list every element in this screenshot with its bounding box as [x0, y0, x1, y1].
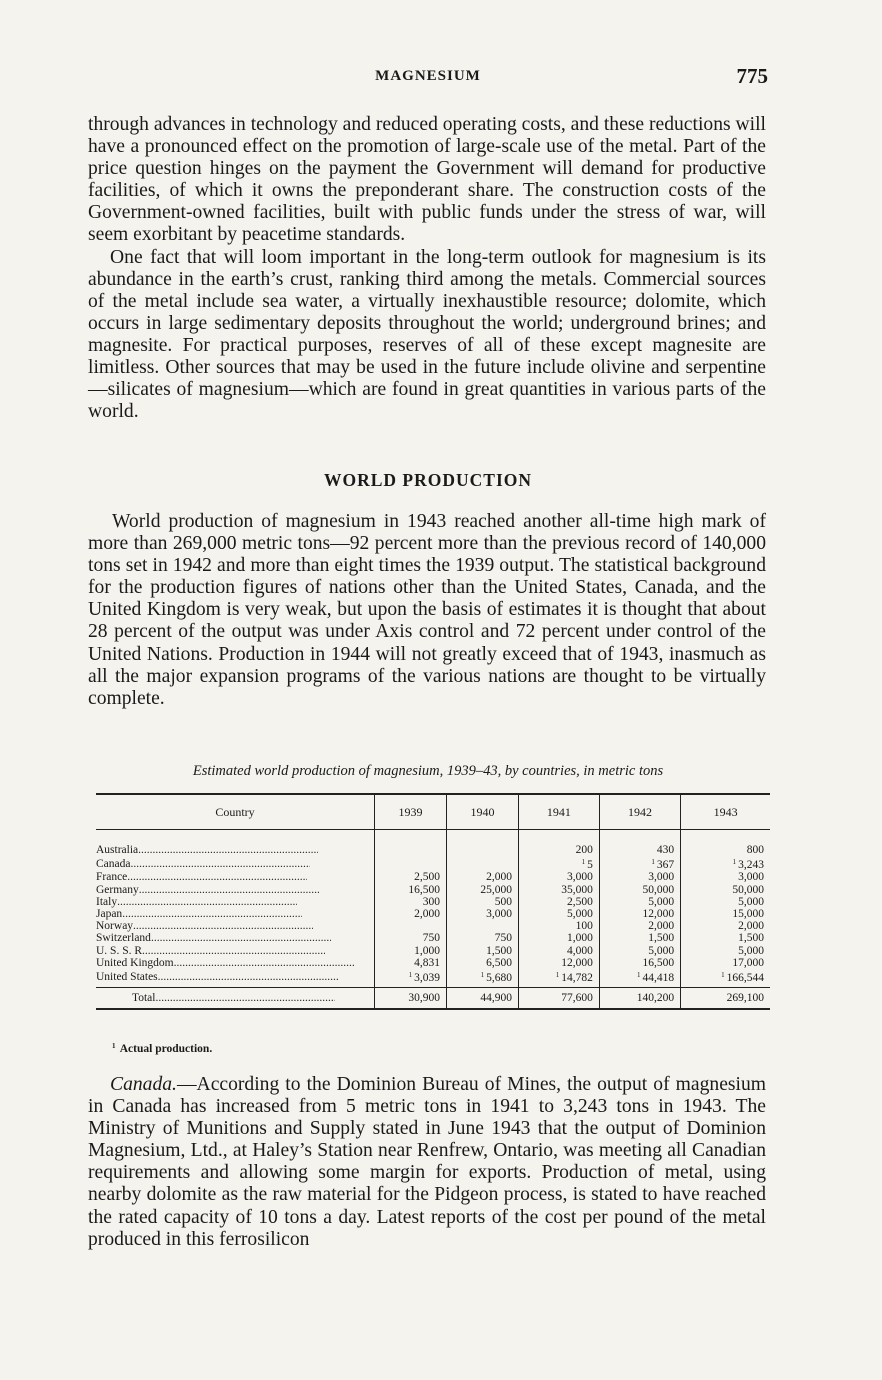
value-text: 500	[494, 895, 512, 908]
dot-leader	[122, 908, 302, 920]
value-cell	[519, 871, 600, 883]
dot-leader	[151, 932, 331, 944]
value-text: 2,000	[414, 908, 440, 921]
value-cell	[375, 945, 447, 957]
paragraph-price-question: through advances in technology and reduced operating costs, and these reductions will have a pronounced effect on the promotion of large-scale use of the metal. Part of the price question hinges on the payment the Government will demand for productive facilities, of which it owns the preponderant share. The construction costs of the Government-owned facilities, built with public funds under the stress of war, will seem exorbitant by peacetime standards.	[88, 114, 766, 246]
value-cell	[681, 945, 770, 957]
dot-leader	[133, 920, 313, 932]
actual-production-mark: 1	[637, 971, 641, 980]
country-cell	[96, 920, 375, 932]
value-cell	[375, 957, 447, 969]
table-body	[96, 830, 770, 1010]
total-value-cell: 269,100	[681, 988, 770, 1010]
dot-leader	[130, 858, 310, 870]
value-text: 3,000	[486, 908, 512, 921]
table-row	[96, 920, 770, 932]
column-header-1943: 1943	[681, 794, 770, 830]
value-cell	[375, 896, 447, 908]
value-text: 200	[575, 844, 593, 856]
value-cell	[375, 932, 447, 944]
value-cell	[599, 896, 680, 908]
value-text: 2,500	[566, 895, 593, 908]
total-label: Total	[132, 992, 156, 1005]
total-label-cell	[96, 988, 375, 1010]
value-text: 100	[575, 920, 593, 933]
total-value-cell: 44,900	[447, 988, 519, 1010]
value-text: 2,000	[738, 920, 764, 933]
value-cell	[599, 957, 680, 969]
value-cell	[447, 945, 519, 957]
country-cell	[96, 884, 375, 896]
value-text: 1,500	[486, 944, 512, 957]
country-name: U. S. S. R.	[96, 944, 145, 957]
value-cell	[681, 969, 770, 988]
actual-production-mark: 1	[480, 971, 485, 980]
value-cell	[599, 945, 680, 957]
table-row	[96, 884, 770, 896]
actual-production-mark: 1	[408, 971, 413, 980]
value-text: 3,039	[414, 972, 440, 985]
value-cell	[681, 884, 770, 896]
footnote-mark: 1	[112, 1042, 116, 1050]
value-cell	[447, 856, 519, 871]
dot-leader	[139, 884, 319, 896]
table-row	[96, 908, 770, 920]
value-cell	[519, 856, 600, 871]
value-cell	[519, 896, 600, 908]
value-text: 5,000	[648, 944, 675, 957]
value-text: 5,000	[566, 908, 593, 921]
value-text: 2,000	[486, 871, 512, 884]
value-cell	[599, 908, 680, 920]
value-cell	[599, 932, 680, 944]
table-row	[96, 957, 770, 969]
value-text: 50,000	[732, 883, 764, 896]
country-name: Norway	[96, 920, 134, 933]
dot-leader	[145, 945, 325, 957]
value-text: 4,831	[414, 956, 440, 969]
country-name: United Kingdom	[96, 956, 174, 969]
value-cell	[681, 871, 770, 883]
value-cell	[447, 908, 519, 920]
value-cell	[447, 830, 519, 857]
table-row	[96, 945, 770, 957]
total-value-cell: 30,900	[375, 988, 447, 1010]
value-cell	[447, 920, 519, 932]
country-cell	[96, 830, 375, 857]
value-cell	[375, 830, 447, 857]
canada-text: —According to the Dominion Bureau of Mines, the output of magnesium in Canada has increased from 5 metric tons in 1941 to 3,243 tons in 1943. The Ministry of Munitions and Supply stated in June 1943 that the output of Dominion Magnesium, Ltd., at Haley’s Station near Renfrew, Ontario, was meeting all Canadian requirements and allowing some margin for exports. Production of metal, using nearby dolomite as the raw material for the Pidgeon process, is stated to have reached the rated capacity of 10 tons a day. Latest reports of the cost per pound of the metal produced in this ferrosilicon	[88, 1074, 766, 1250]
paragraph-canada	[88, 1074, 766, 1251]
total-value-cell: 77,600	[519, 988, 600, 1010]
total-value-cell: 140,200	[599, 988, 680, 1010]
actual-production-mark: 1	[721, 971, 725, 980]
value-cell	[375, 856, 447, 871]
value-text: 12,000	[561, 956, 593, 969]
country-cell	[96, 957, 375, 969]
value-text: 300	[422, 895, 440, 908]
value-text: 5	[587, 859, 593, 872]
value-text: 15,000	[732, 908, 764, 921]
value-text: 3,243	[738, 859, 764, 872]
production-table-wrapper	[96, 793, 770, 1010]
value-cell	[519, 884, 600, 896]
column-header-1942: 1942	[599, 794, 680, 830]
value-cell	[519, 830, 600, 857]
value-cell	[519, 945, 600, 957]
value-text: 3,000	[566, 871, 593, 884]
column-header-1941: 1941	[519, 794, 600, 830]
value-text: 1,000	[566, 932, 593, 945]
value-cell	[599, 884, 680, 896]
table-caption: Estimated world production of magnesium, 1939–43, by countries, in metric tons	[192, 763, 664, 779]
country-cell	[96, 945, 375, 957]
value-cell	[681, 830, 770, 857]
value-text: 367	[656, 859, 675, 872]
body-text-top	[88, 114, 766, 423]
table-header-row	[96, 794, 770, 830]
page-number: 775	[736, 64, 768, 88]
value-cell	[681, 957, 770, 969]
value-text: 25,000	[480, 883, 512, 896]
dot-leader	[174, 957, 354, 969]
canada-run-in-head: Canada.	[110, 1074, 177, 1095]
country-name: Japan	[96, 908, 123, 921]
paragraph-world-production: World production of magnesium in 1943 reached another all-time high mark of more than 269,000 metric tons—92 percent more than the previous record of 140,000 tons set in 1942 and more than eight times the 1939 output. The statistical background for the production figures of nations other than the United States, Canada, and the United Kingdom is very weak, but upon the basis of estimates it is thought that about 28 percent of the output was under Axis control and 72 percent under control of the United Nations. Production in 1944 will not greatly exceed that of 1943, inasmuch as all the major expansion programs of the various nations are thought to be virtually complete.	[88, 511, 766, 709]
country-name: Italy	[96, 895, 118, 908]
value-cell	[681, 896, 770, 908]
value-text: 750	[494, 932, 512, 945]
value-text: 2,500	[414, 871, 440, 884]
actual-production-mark: 1	[732, 858, 737, 867]
country-cell	[96, 932, 375, 944]
value-cell	[375, 969, 447, 988]
value-text: 5,680	[486, 972, 512, 985]
value-text: 750	[422, 932, 440, 945]
value-text: 430	[656, 844, 675, 856]
country-name: Germany	[96, 883, 139, 896]
value-text: 6,500	[486, 956, 512, 969]
value-cell	[599, 871, 680, 883]
value-cell	[447, 884, 519, 896]
column-header-country: Country	[96, 794, 375, 830]
value-text: 17,000	[732, 956, 764, 969]
column-header-1940: 1940	[447, 794, 519, 830]
value-text: 5,000	[738, 944, 764, 957]
value-text: 1,500	[738, 932, 764, 945]
value-text: 5,000	[738, 895, 764, 908]
value-cell	[519, 957, 600, 969]
country-name: United States	[96, 970, 158, 983]
value-text: 1,500	[648, 932, 675, 945]
value-cell	[447, 896, 519, 908]
production-table	[96, 793, 770, 1010]
value-cell	[681, 908, 770, 920]
table-footnote	[112, 1042, 212, 1055]
value-text: 3,000	[738, 871, 764, 884]
value-cell	[375, 908, 447, 920]
value-cell	[447, 871, 519, 883]
value-text: 166,544	[726, 972, 764, 985]
value-text: 16,500	[642, 956, 675, 969]
value-cell	[447, 969, 519, 988]
country-cell	[96, 908, 375, 920]
paragraph-abundance: One fact that will loom important in the long-term outlook for magnesium is its abundance in the earth’s crust, ranking third among the metals. Commercial sources of the metal include sea water, a virtually inexhaustible resource; dolomite, which occurs in large sedimentary deposits throughout the world; underground brines; and magnesite. For practical purposes, reserves of all of these except magnesite are limitless. Other sources that may be used in the future include olivine and serpentine—silicates of magnesium—which are found in great quantities in various parts of the world.	[88, 246, 766, 423]
country-name: France	[96, 871, 128, 884]
table-row	[96, 969, 770, 988]
dot-leader	[117, 896, 297, 908]
value-cell	[681, 932, 770, 944]
country-cell	[96, 896, 375, 908]
value-text: 50,000	[642, 883, 675, 896]
dot-leader	[127, 871, 307, 883]
value-cell	[447, 932, 519, 944]
value-cell	[375, 871, 447, 883]
value-text: 2,000	[648, 920, 675, 933]
country-name: Australia	[96, 844, 139, 856]
value-text: 1,000	[414, 944, 440, 957]
dot-leader	[158, 971, 338, 983]
dot-leader	[138, 844, 318, 856]
value-text: 4,000	[566, 944, 593, 957]
value-cell	[375, 920, 447, 932]
value-cell	[519, 908, 600, 920]
value-text: 3,000	[648, 871, 675, 884]
value-text: 14,782	[561, 972, 593, 985]
running-title: MAGNESIUM	[375, 68, 481, 84]
value-text: 800	[746, 844, 764, 856]
country-cell	[96, 871, 375, 883]
value-cell	[519, 920, 600, 932]
actual-production-mark: 1	[555, 971, 560, 980]
value-cell	[599, 830, 680, 857]
actual-production-mark: 1	[581, 858, 586, 867]
footnote-text: Actual production.	[119, 1043, 213, 1055]
value-cell	[519, 969, 600, 988]
table-row	[96, 856, 770, 871]
table-row	[96, 896, 770, 908]
column-header-1939: 1939	[375, 794, 447, 830]
value-cell	[681, 920, 770, 932]
value-text: 5,000	[648, 895, 675, 908]
value-text: 16,500	[408, 883, 440, 896]
country-name: Canada	[96, 857, 131, 870]
value-text: 12,000	[642, 908, 675, 921]
dot-leader	[155, 992, 335, 1004]
value-cell	[375, 884, 447, 896]
value-cell	[519, 932, 600, 944]
running-head	[88, 64, 768, 88]
table-total-row	[96, 988, 770, 1010]
country-cell	[96, 856, 375, 871]
section-heading-world-production: WORLD PRODUCTION	[323, 470, 533, 490]
value-cell	[599, 856, 680, 871]
country-name: Switzerland	[96, 932, 151, 945]
table-row	[96, 871, 770, 883]
value-text: 44,418	[642, 972, 675, 985]
value-cell	[447, 957, 519, 969]
value-cell	[599, 920, 680, 932]
table-row	[96, 932, 770, 944]
actual-production-mark: 1	[651, 858, 655, 867]
table-row	[96, 830, 770, 857]
value-text: 35,000	[561, 883, 593, 896]
value-cell	[599, 969, 680, 988]
value-cell	[681, 856, 770, 871]
country-cell	[96, 969, 375, 988]
